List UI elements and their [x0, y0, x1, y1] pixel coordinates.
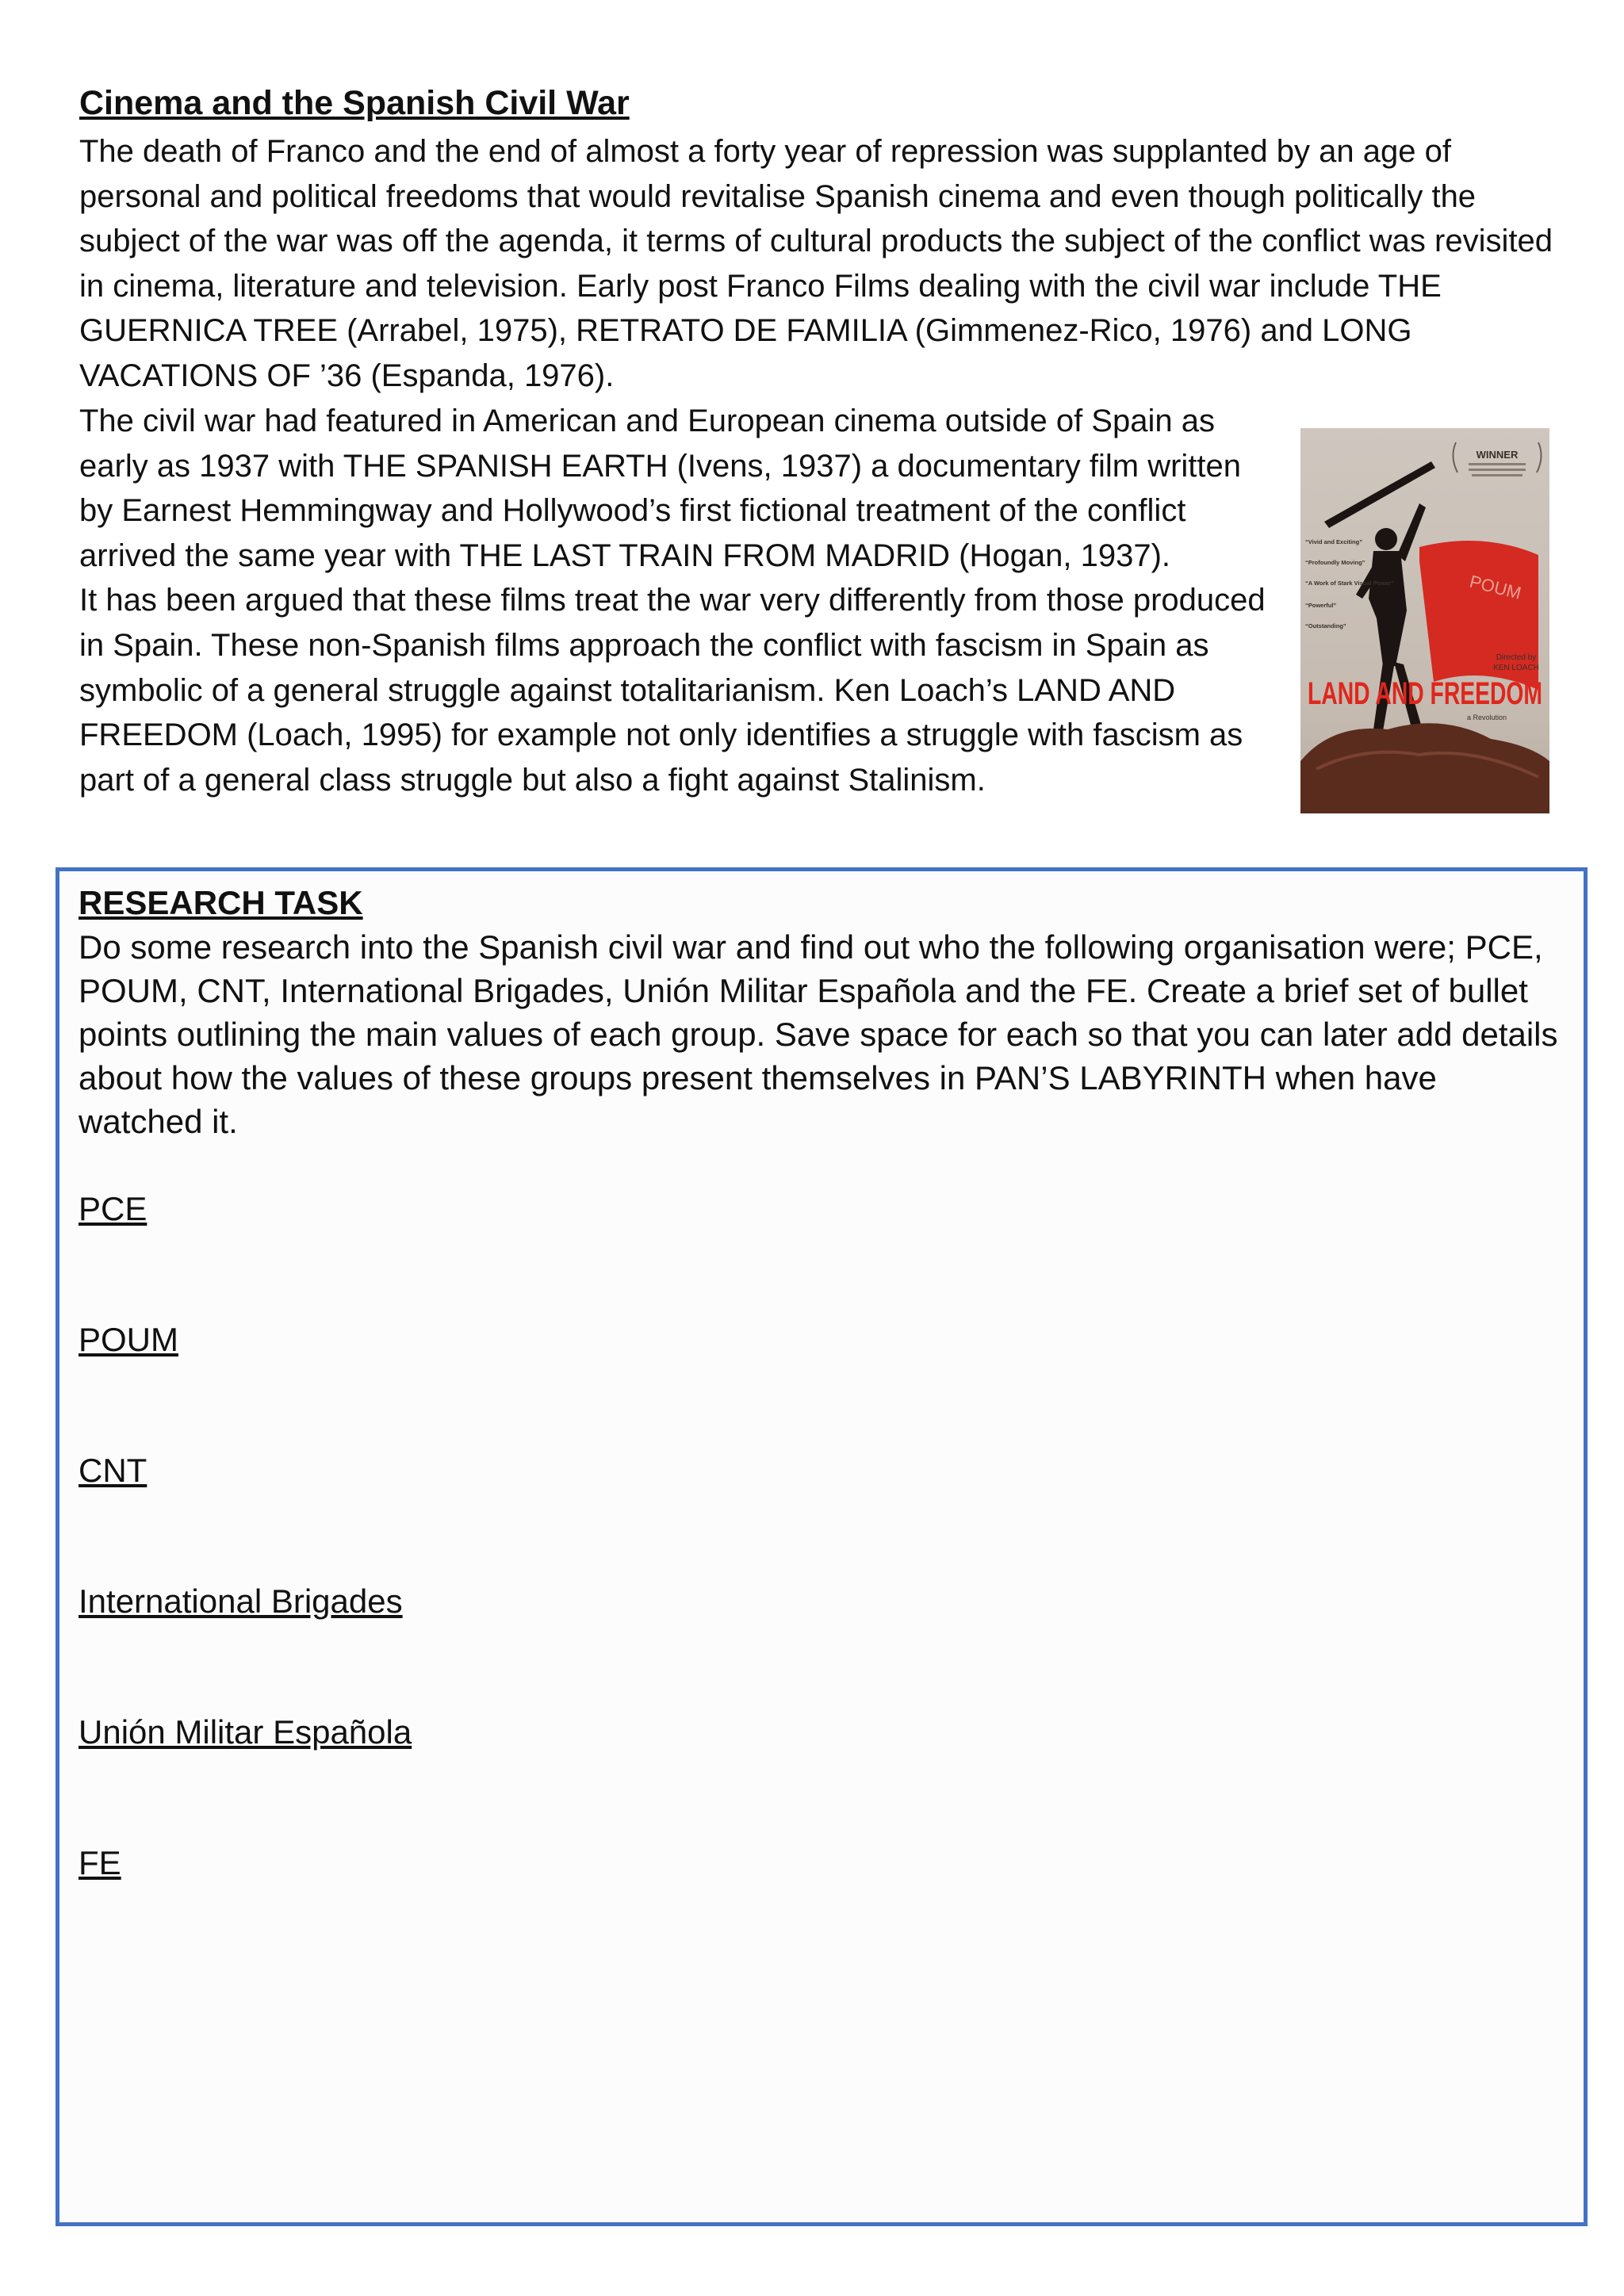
- org-label-poum: POUM: [79, 1321, 178, 1358]
- org-label-fe: FE: [79, 1844, 121, 1881]
- poster-quote-5: “Outstanding”: [1305, 622, 1346, 629]
- director-label: Directed by: [1496, 653, 1537, 662]
- poster-film-title: LAND AND FREEDOM: [1308, 676, 1542, 711]
- award-badge: WINNER: [1476, 449, 1519, 461]
- poster-quote-4: “Powerful”: [1305, 602, 1337, 609]
- org-label-cnt: CNT: [79, 1452, 147, 1489]
- org-label-pce: PCE: [79, 1190, 147, 1227]
- poster-quote-3: “A Work of Stark Visual Power”: [1305, 580, 1394, 587]
- poster-quote-1: “Vivid and Exciting”: [1305, 538, 1362, 545]
- poster-tagline: a Revolution: [1467, 714, 1507, 721]
- argument-paragraph: It has been argued that these films treat the war very differently from those produced in Spain. These non-Spanish films approach the conflict with fascism in Spain as symbolic of a general struggle against totalitarianism. Ken Loach’s LAND AND FREEDOM (Loach, 1995) for example not only identifies a struggle with fascism as part of a general class struggle but also a fight against Stalinism.: [79, 583, 1266, 798]
- org-label-union-militar-espanola: Unión Militar Española: [79, 1713, 412, 1751]
- american-european-paragraph: The civil war had featured in American and European cinema outside of Spain as early as 1937 with THE SPANISH EARTH (Ivens, 1937) a documentary film written by Earnest Hemmingway and Hollywood’s first fictional treatment of the conflict arrived the same year with THE LAST TRAIN FROM MADRID (Hogan, 1937).: [79, 404, 1242, 573]
- poster-image: [1300, 428, 1549, 813]
- flag-text: POUM: [1467, 571, 1523, 603]
- org-label-international-brigades: International Brigades: [79, 1582, 403, 1620]
- research-task-instructions: Do some research into the Spanish civil war and find out who the following organisation were; PCE, POUM, CNT, International Brigades, Unión Militar Española and the FE. Create a brief set of bullet points outlining the main values of each group. Save space for each so that you can later add details about how the values of these groups present themselves in PAN’S LABYRINTH when have watched it.: [79, 928, 1558, 1140]
- land-and-freedom-poster: [1300, 428, 1549, 813]
- intro-paragraph: The death of Franco and the end of almost a forty year of repression was supplanted by an age of personal and political freedoms that would revitalise Spanish cinema and even though politically the subject of the war was off the agenda, it terms of cultural products the subject of the conflict was revisited in cinema, literature and television. Early post Franco Films dealing with the civil war include THE GUERNICA TREE (Arrabel, 1975), RETRATO DE FAMILIA (Gimmenez-Rico, 1976) and LONG VACATIONS OF ’36 (Espanda, 1976).: [79, 134, 1553, 393]
- director-name: KEN LOACH: [1493, 664, 1539, 672]
- poster-quote-2: “Profoundly Moving”: [1305, 559, 1365, 566]
- research-task-heading: RESEARCH TASK: [79, 884, 363, 921]
- cinema-paragraphs: [79, 399, 1269, 802]
- page-title: Cinema and the Spanish Civil War: [79, 84, 630, 122]
- research-task-box: [56, 867, 1588, 2226]
